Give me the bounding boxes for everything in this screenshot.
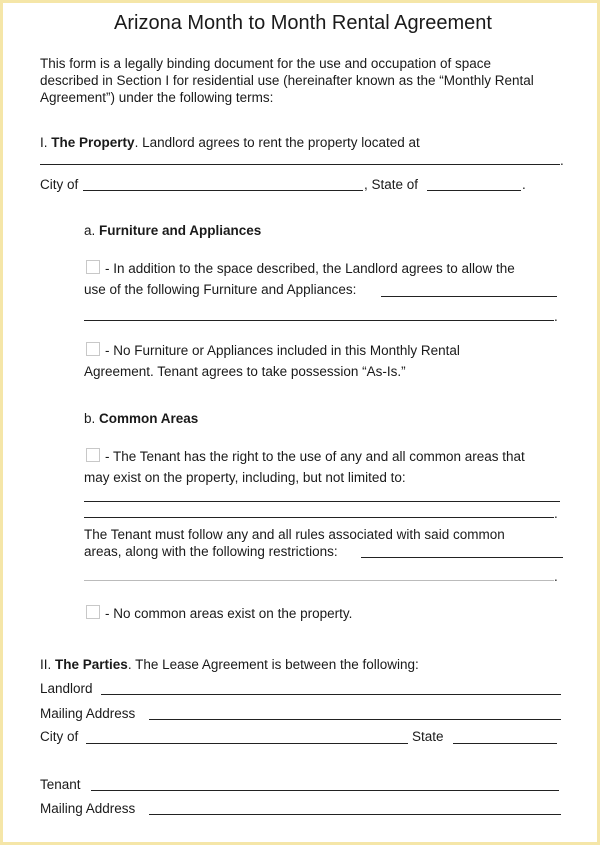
landlord-state-label: State xyxy=(412,729,444,744)
furniture-list-field-2[interactable] xyxy=(84,320,554,321)
section-2-heading xyxy=(40,657,419,672)
city-label: City of xyxy=(40,177,79,192)
furniture-heading xyxy=(84,223,261,238)
tenant-mailing-field[interactable] xyxy=(149,814,561,815)
section-2-text: . The Lease Agreement is between the following: xyxy=(127,657,419,672)
common-areas-list-field[interactable] xyxy=(84,501,560,502)
period: . xyxy=(554,569,558,584)
section-1-title: The Property xyxy=(51,135,135,150)
tenant-field[interactable] xyxy=(91,790,559,791)
furniture-title: Furniture and Appliances xyxy=(99,223,262,238)
landlord-label: Landlord xyxy=(40,681,93,696)
rules-line1: The Tenant must follow any and all rules associated with said common xyxy=(84,527,505,542)
no-common-areas-checkbox[interactable] xyxy=(86,605,100,619)
period: . xyxy=(554,309,558,324)
tenant-mailing-label: Mailing Address xyxy=(40,801,136,816)
no-furniture-checkbox[interactable] xyxy=(86,342,100,356)
page-title: Arizona Month to Month Rental Agreement xyxy=(114,12,492,34)
section-1-heading xyxy=(40,135,420,150)
property-address-line[interactable] xyxy=(40,164,560,165)
furniture-letter: a. xyxy=(84,223,96,238)
furniture-option1-line1: - In addition to the space described, the Landlord agrees to allow the xyxy=(105,261,515,276)
period: . xyxy=(560,153,564,168)
state-field[interactable] xyxy=(427,190,521,191)
common-areas-letter: b. xyxy=(84,411,96,426)
tenant-label: Tenant xyxy=(40,777,81,792)
rules-line2: areas, along with the following restrictions: xyxy=(84,544,338,559)
furniture-option1-line2: use of the following Furniture and Appliances: xyxy=(84,282,357,297)
section-1-text: . Landlord agrees to rent the property located at xyxy=(134,135,420,150)
intro-paragraph: This form is a legally binding document for the use and occupation of space described in Section I for residential use (hereinafter known as the “Monthly Rental Agreement”) under the following terms: xyxy=(40,56,534,105)
section-2-title: The Parties xyxy=(55,657,128,672)
state-label: , State of xyxy=(364,177,419,192)
furniture-included-checkbox[interactable] xyxy=(86,260,100,274)
common-areas-option1-line1: - The Tenant has the right to the use of any and all common areas that xyxy=(105,449,525,464)
common-areas-list-field-2[interactable] xyxy=(84,517,554,518)
common-areas-title: Common Areas xyxy=(99,411,199,426)
landlord-field[interactable] xyxy=(101,694,561,695)
landlord-mailing-field[interactable] xyxy=(149,719,561,720)
landlord-city-label: City of xyxy=(40,729,79,744)
period: . xyxy=(554,506,558,521)
common-areas-option2: - No common areas exist on the property. xyxy=(105,606,353,621)
common-areas-option1-line2: may exist on the property, including, but not limited to: xyxy=(84,470,406,485)
section-1-number: I. xyxy=(40,135,48,150)
restrictions-field[interactable] xyxy=(361,557,563,558)
city-field[interactable] xyxy=(83,190,363,191)
furniture-option2-line1: - No Furniture or Appliances included in this Monthly Rental xyxy=(105,343,460,358)
period: . xyxy=(522,177,526,192)
landlord-state-field[interactable] xyxy=(453,743,557,744)
furniture-option2-line2: Agreement. Tenant agrees to take possession “As-Is.” xyxy=(84,364,406,379)
document-page xyxy=(3,3,597,842)
furniture-list-field[interactable] xyxy=(381,296,557,297)
common-areas-heading xyxy=(84,411,198,426)
restrictions-field-2[interactable] xyxy=(84,580,554,581)
section-2-number: II. xyxy=(40,657,52,672)
landlord-city-field[interactable] xyxy=(86,743,408,744)
landlord-mailing-label: Mailing Address xyxy=(40,706,136,721)
common-areas-checkbox[interactable] xyxy=(86,448,100,462)
